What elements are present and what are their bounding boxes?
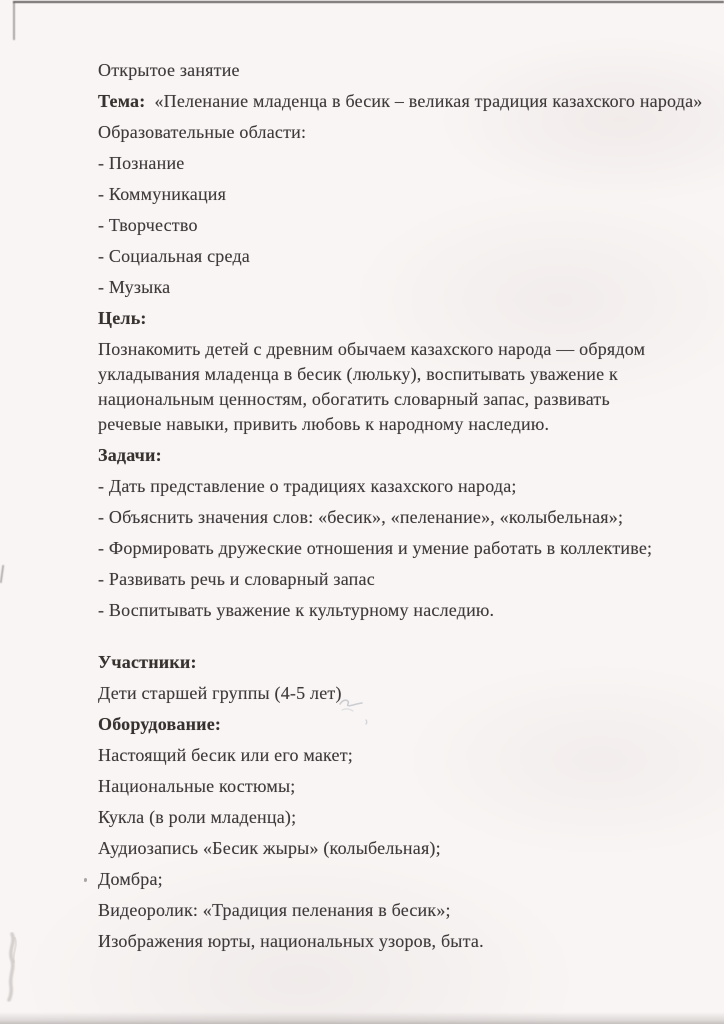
goal-text: Познакомить детей с древним обычаем казахского народа — обрядом укладывания младенца в бесик (люльку), воспитывать уважение к национальным ценностям, обогатить словарный запас, развивать речевые навыки, привить любовь к народному наследию. [98,339,646,434]
task-item: - Развивать речь и словарный запас [98,569,375,589]
equipment-item: Национальные костюмы; [98,776,296,796]
equipment-item: Видеоролик: «Традиция пеленания в бесик»; [98,900,451,920]
participants-label: Участники: [98,652,197,672]
area-item: - Коммуникация [98,184,227,204]
left-edge-mark [0,565,4,583]
task-item: - Дать представление о традициях казахского народа; [98,476,517,496]
document-content [98,58,703,960]
equipment-item: Кукла (в роли младенца); [98,807,297,827]
equipment-item: Домбра; [98,869,163,889]
area-item: - Творчество [98,215,198,235]
theme-text: «Пеленание младенца в бесик – великая традиция казахского народа» [154,91,703,111]
equipment-item: Аудиозапись «Бесик жыры» (колыбельная); [98,838,441,858]
equipment-item: Настоящий бесик или его макет; [98,745,353,765]
stray-ink-dot [84,878,87,882]
theme-line [98,89,703,114]
scan-edge-top-line [13,1,724,3]
area-item: - Музыка [98,277,171,297]
task-item: - Объяснить значения слов: «бесик», «пеленание», «колыбельная»; [98,507,624,527]
areas-header: Образовательные области: [98,122,307,142]
goal-label: Цель: [98,308,147,328]
scan-edge-bottom-shade [0,1012,724,1024]
document-title: Открытое занятие [98,60,240,80]
area-item: - Социальная среда [98,246,250,266]
equipment-item: Изображения юрты, национальных узоров, быта. [98,931,484,951]
scan-edge-left-line [13,2,15,40]
tasks-label: Задачи: [98,445,162,465]
theme-label: Тема: [98,91,146,111]
task-item: - Формировать дружеские отношения и умение работать в коллективе; [98,538,653,558]
area-item: - Познание [98,153,185,173]
pencil-smudge-bottom-left [2,932,26,1002]
participants-text: Дети старшей группы (4-5 лет) [98,683,342,703]
equipment-label: Оборудование: [98,714,222,734]
task-item: - Воспитывать уважение к культурному наследию. [98,600,495,620]
